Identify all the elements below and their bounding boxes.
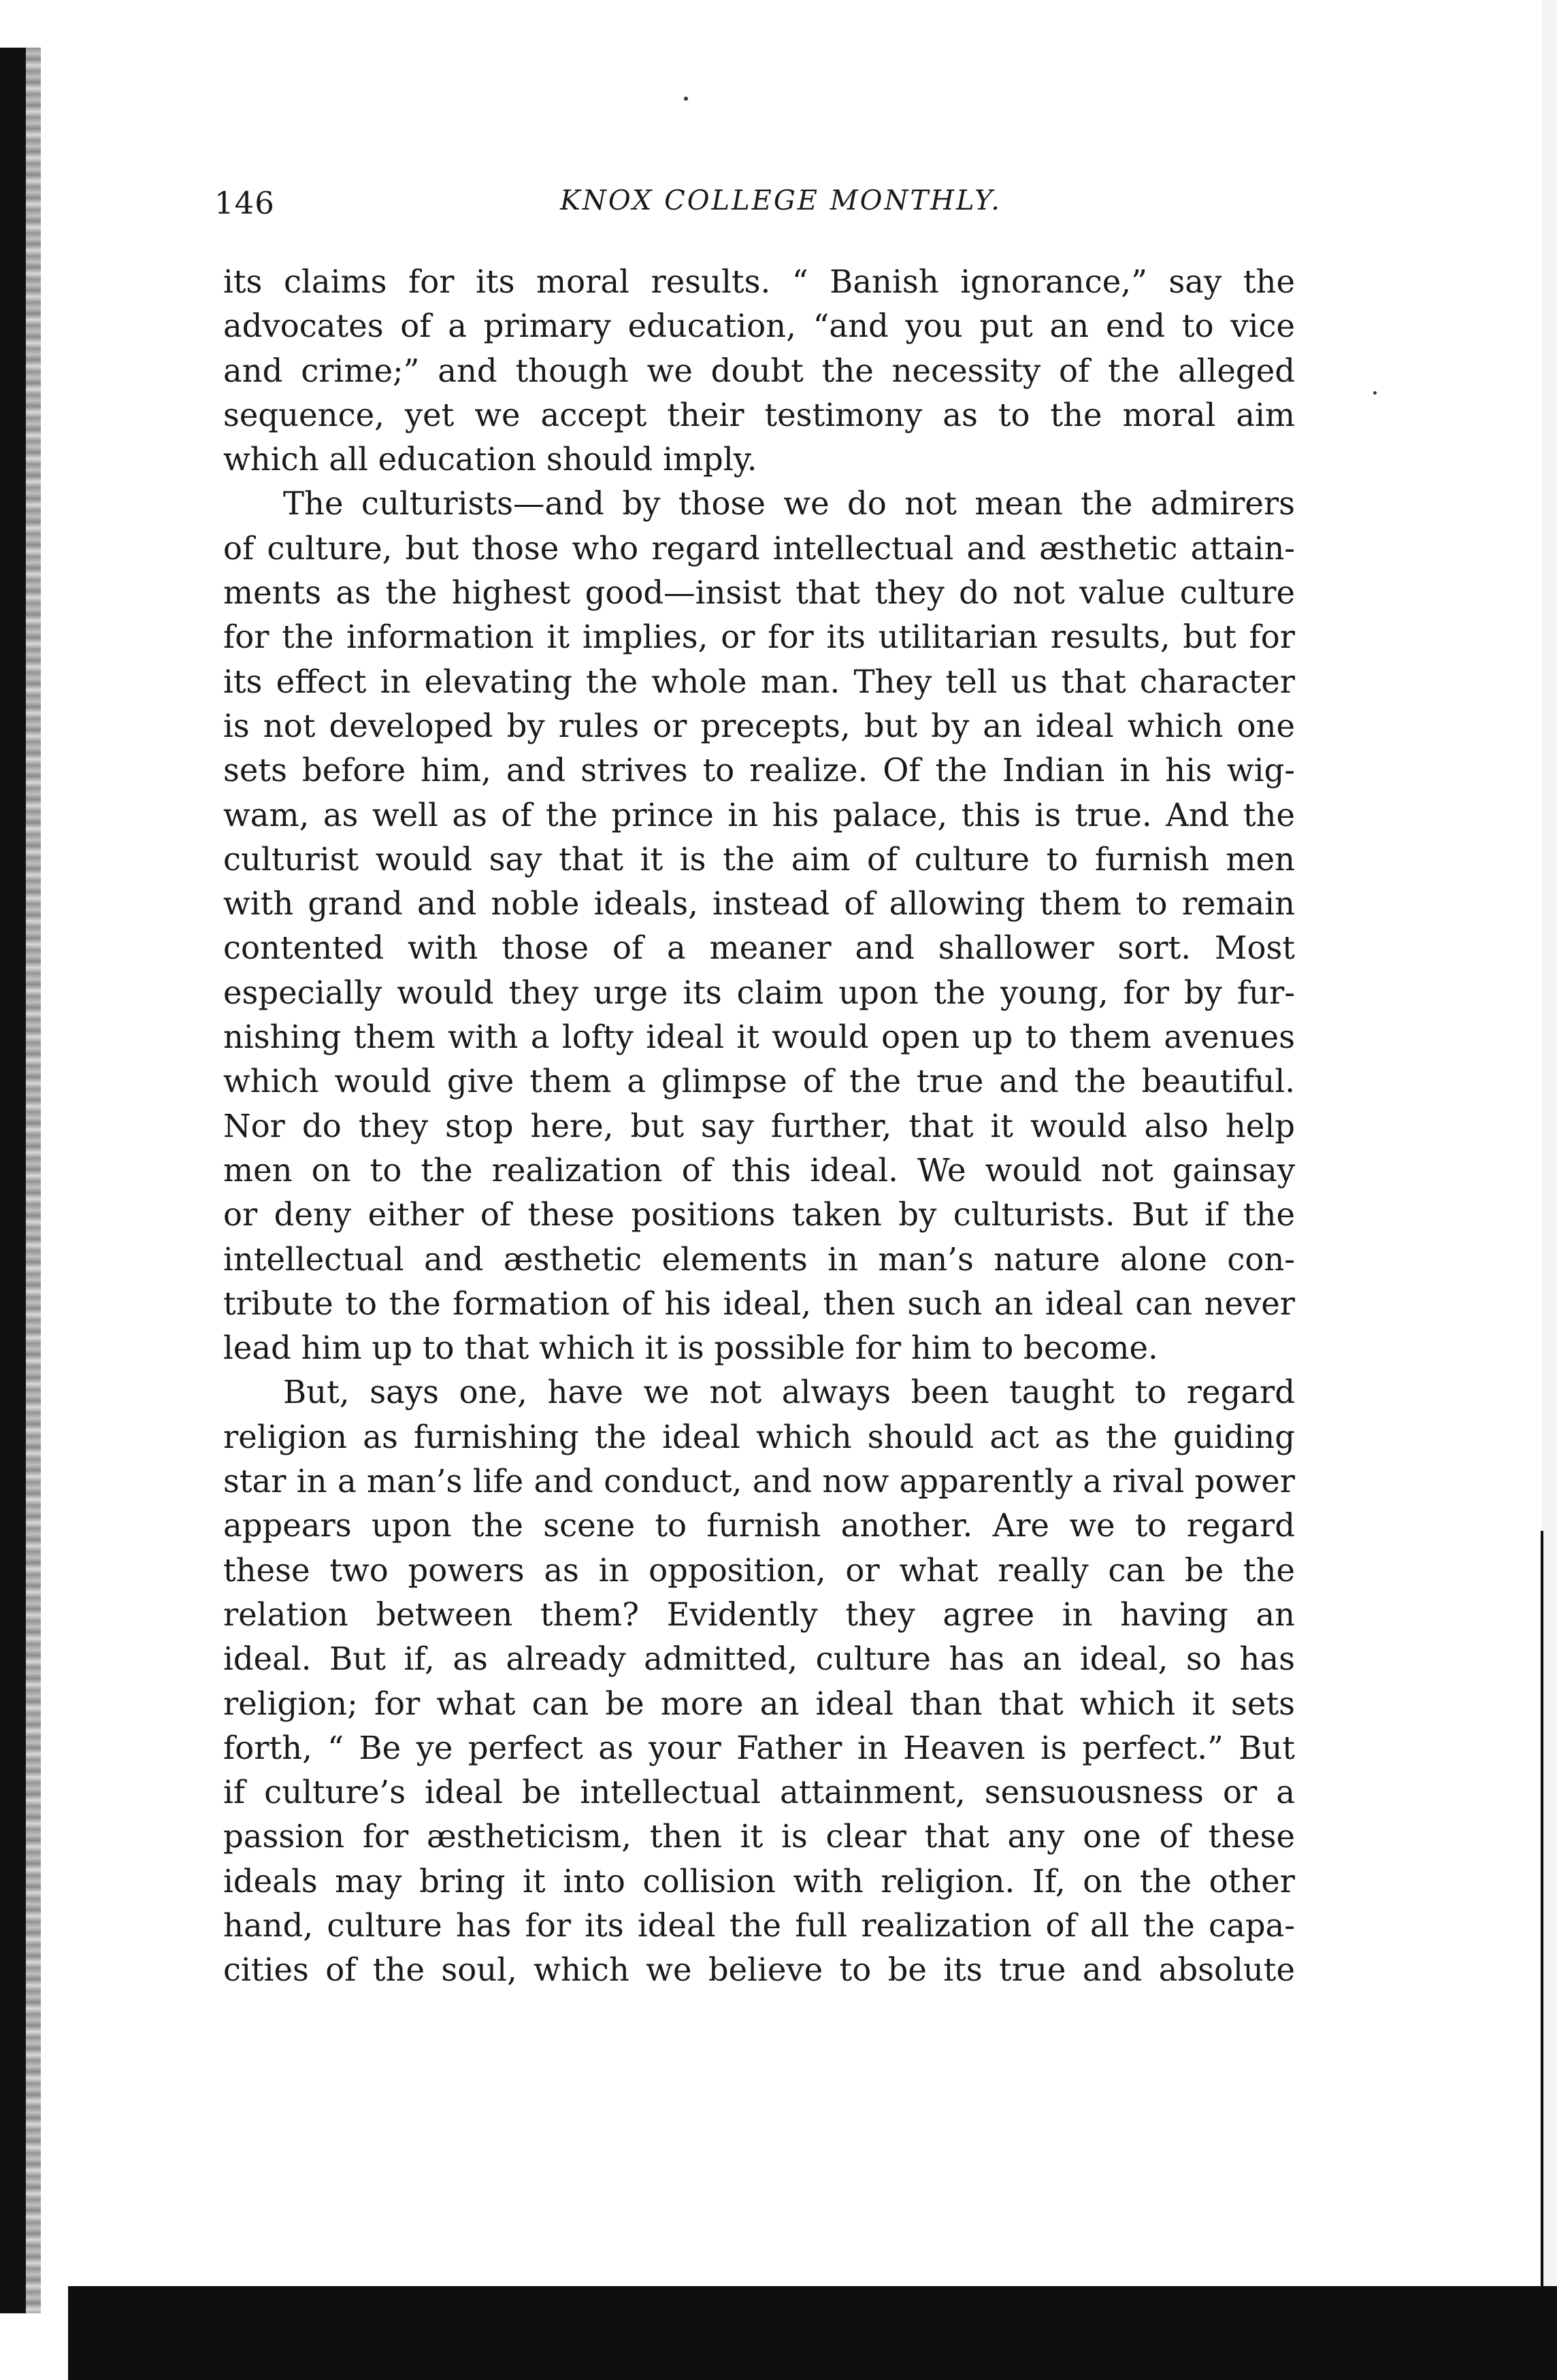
text-line: relation between them? Evidently they agree in having an [223,1596,1295,1633]
text-line: cities of the soul, which we believe to be its true and absolute [223,1951,1295,1989]
text-line: sequence, yet we accept their testimony as to the moral aim [223,396,1295,433]
scan-border-bottom [68,2286,1557,2380]
text-line: Nor do they stop here, but say further, that it would also help [223,1107,1295,1144]
text-line: which would give them a glimpse of the true and the beautiful. [223,1063,1295,1100]
text-line: ments as the highest good—insist that they do not value culture [223,574,1295,612]
scan-speck [1373,391,1377,395]
text-line: nishing them with a lofty ideal it would open up to them avenues [223,1019,1295,1056]
text-line: star in a man’s life and conduct, and now apparently a rival power [223,1463,1295,1500]
text-line: and crime;” and though we doubt the necessity of the alleged [223,352,1295,389]
text-line: intellectual and æsthetic elements in man’s nature alone con- [223,1240,1295,1278]
text-line: if culture’s ideal be intellectual attainment, sensuousness or a [223,1774,1295,1811]
page-header [214,185,1347,226]
text-line: ideal. But if, as already admitted, culture has an ideal, so has [223,1640,1295,1678]
text-line: appears upon the scene to furnish another. Are we to regard [223,1507,1295,1544]
text-line: advocates of a primary education, “and you put an end to vice [223,308,1295,345]
body-text [223,260,1295,1993]
text-line: The culturists—and by those we do not mean the admirers [283,485,1295,523]
text-line: tribute to the formation of his ideal, then such an ideal can never [223,1285,1295,1322]
text-line: But, says one, have we not always been taught to regard [283,1374,1295,1411]
running-title: KNOX COLLEGE MONTHLY. [559,185,1002,216]
scan-border-right [1542,0,1557,2379]
text-line: these two powers as in opposition, or what really can be the [223,1551,1295,1589]
text-line: forth, “ Be ye perfect as your Father in Heaven is perfect.” But [223,1729,1295,1766]
text-line: wam, as well as of the prince in his palace, this is true. And the [223,796,1295,833]
text-line: for the information it implies, or for its utilitarian results, but for [223,618,1295,656]
text-line: or deny either of these positions taken by culturists. But if the [223,1196,1295,1234]
text-line: contented with those of a meaner and shallower sort. Most [223,929,1295,967]
text-line: which all education should imply. [223,441,757,478]
text-line: with grand and noble ideals, instead of allowing them to remain [223,885,1295,923]
text-line: of culture, but those who regard intellectual and æsthetic attain- [223,529,1295,567]
scan-border-left-fringe [26,48,41,2313]
text-line: hand, culture has for its ideal the full realization of all the capa- [223,1906,1295,1944]
scan-speck [684,97,688,101]
text-line: lead him up to that which it is possible for him to become. [223,1329,1158,1367]
text-line: its effect in elevating the whole man. They tell us that character [223,663,1295,700]
scan-border-right-line [1541,1531,1543,2293]
text-line: is not developed by rules or precepts, but by an ideal which one [223,707,1295,744]
text-line: passion for æstheticism, then it is clear that any one of these [223,1818,1295,1855]
text-line: men on to the realization of this ideal. We would not gainsay [223,1151,1295,1189]
text-line: sets before him, and strives to realize. Of the Indian in his wig- [223,752,1295,789]
text-line: ideals may bring it into collision with religion. If, on the other [223,1862,1295,1900]
text-line: culturist would say that it is the aim of culture to furnish men [223,840,1295,878]
text-line: religion as furnishing the ideal which should act as the guiding [223,1418,1295,1455]
text-line: especially would they urge its claim upon the young, for by fur- [223,974,1295,1011]
text-line: religion; for what can be more an ideal than that which it sets [223,1685,1295,1722]
page-number: 146 [214,185,275,221]
text-line: its claims for its moral results. “ Banish ignorance,” say the [223,263,1295,300]
scan-border-left [0,48,26,2313]
